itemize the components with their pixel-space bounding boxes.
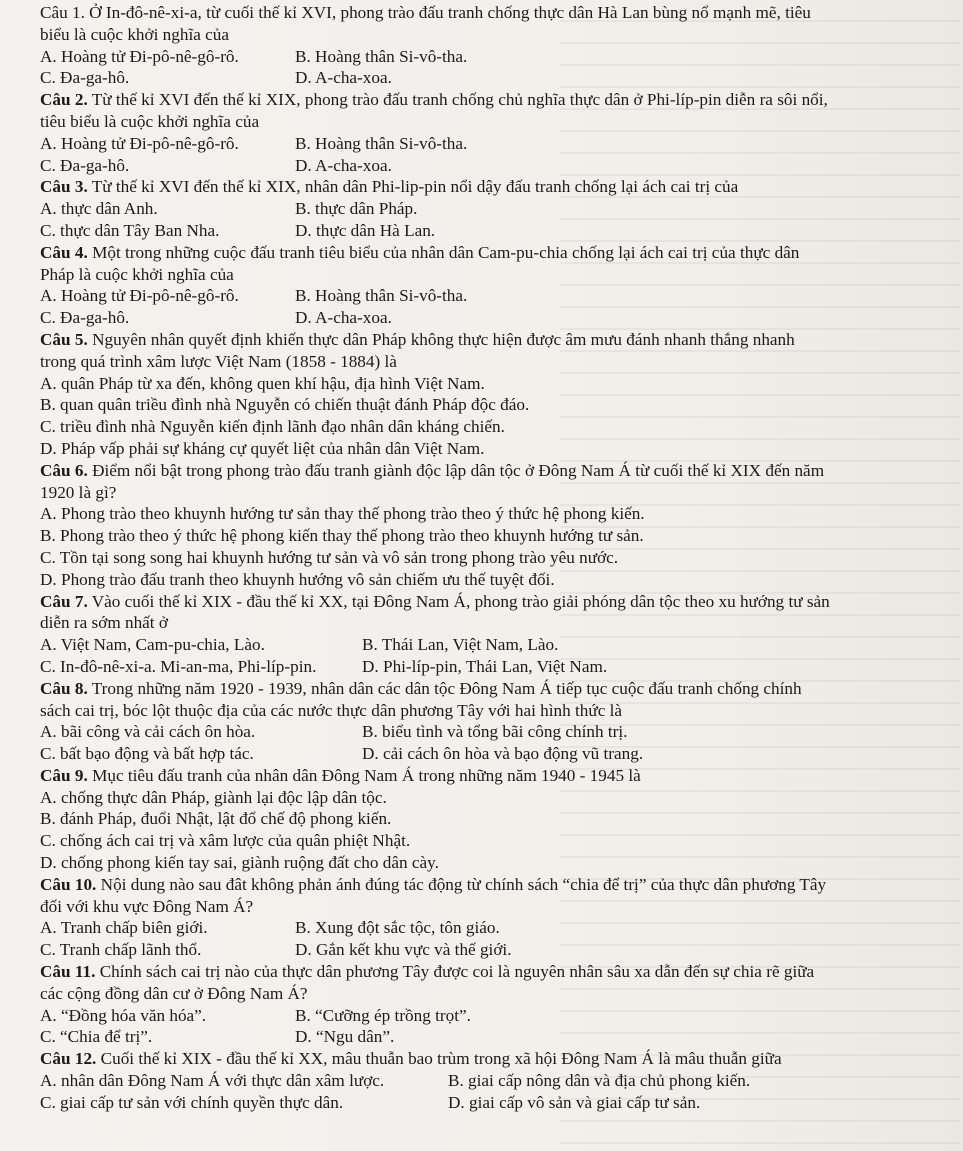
option-a: A. Hoàng tử Đi-pô-nê-gô-rô. <box>40 46 239 66</box>
option-c: C. Đa-ga-hô. <box>40 155 130 175</box>
option-b: B. Xung đột sắc tộc, tôn giáo. <box>295 918 500 938</box>
option-b: B. giai cấp nông dân và địa chủ phong kiến. <box>448 1071 751 1091</box>
option-c: C. “Chia để trị”. <box>40 1027 153 1047</box>
question-10 <box>0 874 963 918</box>
option-b: B. quan quân triều đình nhà Nguyễn có chiến thuật đánh Pháp độc đáo. <box>40 395 530 415</box>
question-number: Câu 9. <box>40 765 88 785</box>
question-number: Câu 11. <box>40 962 96 982</box>
option-a: A. thực dân Anh. <box>40 199 158 219</box>
question-text-cont: các cộng đồng dân cư ở Đông Nam Á? <box>40 983 308 1003</box>
question-number: Câu 12. <box>40 1049 97 1069</box>
option-a: A. quân Pháp từ xa đến, không quen khí hậu, địa hình Việt Nam. <box>40 373 485 393</box>
option-d: D. Phong trào đấu tranh theo khuynh hướng vô sản chiếm ưu thế tuyệt đối. <box>40 569 555 589</box>
option-d: D. “Ngu dân”. <box>295 1027 395 1047</box>
question-9 <box>0 765 963 787</box>
question-2 <box>0 89 963 133</box>
option-b: B. Thái Lan, Việt Nam, Lào. <box>362 635 559 655</box>
question-1-text: Câu 1. Ở In-đô-nê-xi-a, từ cuối thế kỉ XVI, phong trào đấu tranh chống thực dân Hà Lan bùng nổ mạnh mẽ, tiêu <box>40 3 811 22</box>
question-4 <box>0 242 963 286</box>
option-c: C. Tồn tại song song hai khuynh hướng tư sản và vô sản trong phong trào yêu nước. <box>40 547 619 567</box>
option-a: A. “Đồng hóa văn hóa”. <box>40 1005 207 1025</box>
option-d: D. Gắn kết khu vực và thế giới. <box>295 940 512 960</box>
option-d: D. Phi-líp-pin, Thái Lan, Việt Nam. <box>362 656 608 676</box>
options-row <box>0 67 963 89</box>
question-number: Câu 3. <box>40 177 88 197</box>
question-text-cont: diễn ra sớm nhất ở <box>40 613 168 633</box>
question-5 <box>0 329 963 373</box>
option-c: C. Đa-ga-hô. <box>40 308 130 328</box>
option-a: A. Tranh chấp biên giới. <box>40 918 208 938</box>
options-row <box>0 220 963 242</box>
option-d: D. cải cách ôn hòa và bạo động vũ trang. <box>362 744 644 764</box>
option-b: B. biểu tình và tổng bãi công chính trị. <box>362 722 628 742</box>
question-text: Điểm nổi bật trong phong trào đấu tranh giành độc lập dân tộc ở Đông Nam Á từ cuối thế kỉ XIX đến năm <box>87 460 825 480</box>
question-8 <box>0 678 963 722</box>
question-text-cont: Pháp là cuộc khởi nghĩa của <box>40 264 234 284</box>
options-row <box>0 307 963 329</box>
options-row <box>0 1026 963 1048</box>
question-number: Câu 10. <box>40 874 97 894</box>
question-text: Trong những năm 1920 - 1939, nhân dân các dân tộc Đông Nam Á tiếp tục cuộc đấu tranh chống chính <box>87 678 802 698</box>
options-row <box>0 1005 963 1027</box>
option-a: A. nhân dân Đông Nam Á với thực dân xâm lược. <box>40 1071 385 1091</box>
option-c: C. In-đô-nê-xi-a. Mi-an-ma, Phi-líp-pin. <box>40 656 317 676</box>
question-7 <box>0 591 963 635</box>
option-c: C. chống ách cai trị và xâm lược của quân phiệt Nhật. <box>40 831 411 851</box>
options-row <box>0 133 963 155</box>
question-text: Từ thế kỉ XVI đến thế kỉ XIX, nhân dân Phi-lip-pin nổi dậy đấu tranh chống lại ách cai trị của <box>87 177 739 197</box>
options-row <box>0 198 963 220</box>
option-a: A. chống thực dân Pháp, giành lại độc lập dân tộc. <box>40 787 387 807</box>
option-b: B. Phong trào theo ý thức hệ phong kiến thay thế phong trào theo khuynh hướng tư sản. <box>40 526 644 546</box>
options-row <box>0 721 963 743</box>
option-d: D. A-cha-xoa. <box>295 308 392 328</box>
question-number: Câu 6. <box>40 460 88 480</box>
question-text-cont: 1920 là gì? <box>40 482 117 502</box>
option-a: A. bãi công và cải cách ôn hòa. <box>40 722 256 742</box>
options-row <box>0 917 963 939</box>
option-d: D. Pháp vấp phải sự kháng cự quyết liệt của nhân dân Việt Nam. <box>40 438 485 458</box>
question-text: Chính sách cai trị nào của thực dân phương Tây được coi là nguyên nhân sâu xa dẫn đến sự chia rẽ giữa <box>95 962 815 982</box>
question-11 <box>0 961 963 1005</box>
question-text: Mục tiêu đấu tranh của nhân dân Đông Nam Á trong những năm 1940 - 1945 là <box>87 765 641 785</box>
option-d: D. A-cha-xoa. <box>295 155 392 175</box>
option-a: A. Hoàng tử Đi-pô-nê-gô-rô. <box>40 133 239 153</box>
option-c: C. Tranh chấp lãnh thổ. <box>40 940 202 960</box>
option-c: C. thực dân Tây Ban Nha. <box>40 220 220 240</box>
question-text-cont: trong quá trình xâm lược Việt Nam (1858 - 1884) là <box>40 351 397 371</box>
option-c: C. triều đình nhà Nguyễn kiến định lãnh đạo nhân dân kháng chiến. <box>40 417 505 437</box>
option-b: B. đánh Pháp, đuổi Nhật, lật đổ chế độ phong kiến. <box>40 809 392 829</box>
question-number: Câu 5. <box>40 329 88 349</box>
option-b: B. Hoàng thân Si-vô-tha. <box>295 133 468 153</box>
question-text: Vào cuối thế kỉ XIX - đầu thế kỉ XX, tại Đông Nam Á, phong trào giải phóng dân tộc theo xu hướng tư sản <box>87 591 830 611</box>
question-6 <box>0 460 963 504</box>
question-1 <box>0 2 963 46</box>
option-d: D. giai cấp vô sản và giai cấp tư sản. <box>448 1092 701 1112</box>
question-number: Câu 2. <box>40 90 88 110</box>
question-text-cont: tiêu biểu là cuộc khởi nghĩa của <box>40 111 260 131</box>
options-row <box>0 285 963 307</box>
option-b: B. Hoàng thân Si-vô-tha. <box>295 286 468 306</box>
options-row <box>0 656 963 678</box>
option-a: A. Hoàng tử Đi-pô-nê-gô-rô. <box>40 286 239 306</box>
question-text-cont: đối với khu vực Đông Nam Á? <box>40 896 254 916</box>
option-a: A. Việt Nam, Cam-pu-chia, Lào. <box>40 635 265 655</box>
options-row <box>0 634 963 656</box>
options-row <box>0 1092 963 1114</box>
question-number: Câu 7. <box>40 591 88 611</box>
question-3 <box>0 176 963 198</box>
question-text: Nội dung nào sau đât không phản ánh đúng tác động từ chính sách “chia để trị” của thực dân phương Tây <box>96 874 827 894</box>
option-c: C. giai cấp tư sản với chính quyền thực dân. <box>40 1092 344 1112</box>
question-text: Từ thế kỉ XVI đến thế kỉ XIX, phong trào đấu tranh chống chủ nghĩa thực dân ở Phi-líp-pin diễn ra sôi nổi, <box>87 90 828 110</box>
question-number: Câu 4. <box>40 242 88 262</box>
options-row <box>0 743 963 765</box>
option-d: D. A-cha-xoa. <box>295 68 392 88</box>
options-row <box>0 939 963 961</box>
option-d: D. thực dân Hà Lan. <box>295 220 436 240</box>
option-b: B. “Cưỡng ép trồng trọt”. <box>295 1005 471 1025</box>
option-d: D. chống phong kiến tay sai, giành ruộng đất cho dân cày. <box>40 853 439 873</box>
options-row <box>0 46 963 68</box>
question-number: Câu 8. <box>40 678 88 698</box>
option-b: B. thực dân Pháp. <box>295 199 418 219</box>
option-c: C. Đa-ga-hô. <box>40 68 130 88</box>
question-text: Nguyên nhân quyết định khiến thực dân Pháp không thực hiện được âm mưu đánh nhanh thắng nhanh <box>87 329 795 349</box>
question-text-cont: sách cai trị, bóc lột thuộc địa của các nước thực dân phương Tây với hai hình thức là <box>40 700 623 720</box>
question-text: Một trong những cuộc đấu tranh tiêu biểu của nhân dân Cam-pu-chia chống lại ách cai trị của thực dân <box>87 242 800 262</box>
option-a: A. Phong trào theo khuynh hướng tư sản thay thế phong trào theo ý thức hệ phong kiến. <box>40 504 645 524</box>
question-text: Cuối thế kỉ XIX - đầu thế kỉ XX, mâu thuẫn bao trùm trong xã hội Đông Nam Á là mâu thuẫn giữa <box>96 1049 782 1069</box>
option-b: B. Hoàng thân Si-vô-tha. <box>295 46 468 66</box>
option-c: C. bất bạo động và bất hợp tác. <box>40 744 254 764</box>
options-row <box>0 1070 963 1092</box>
question-12 <box>0 1048 963 1070</box>
question-1-text-cont: biểu là cuộc khởi nghĩa của <box>40 24 230 44</box>
options-row <box>0 155 963 177</box>
